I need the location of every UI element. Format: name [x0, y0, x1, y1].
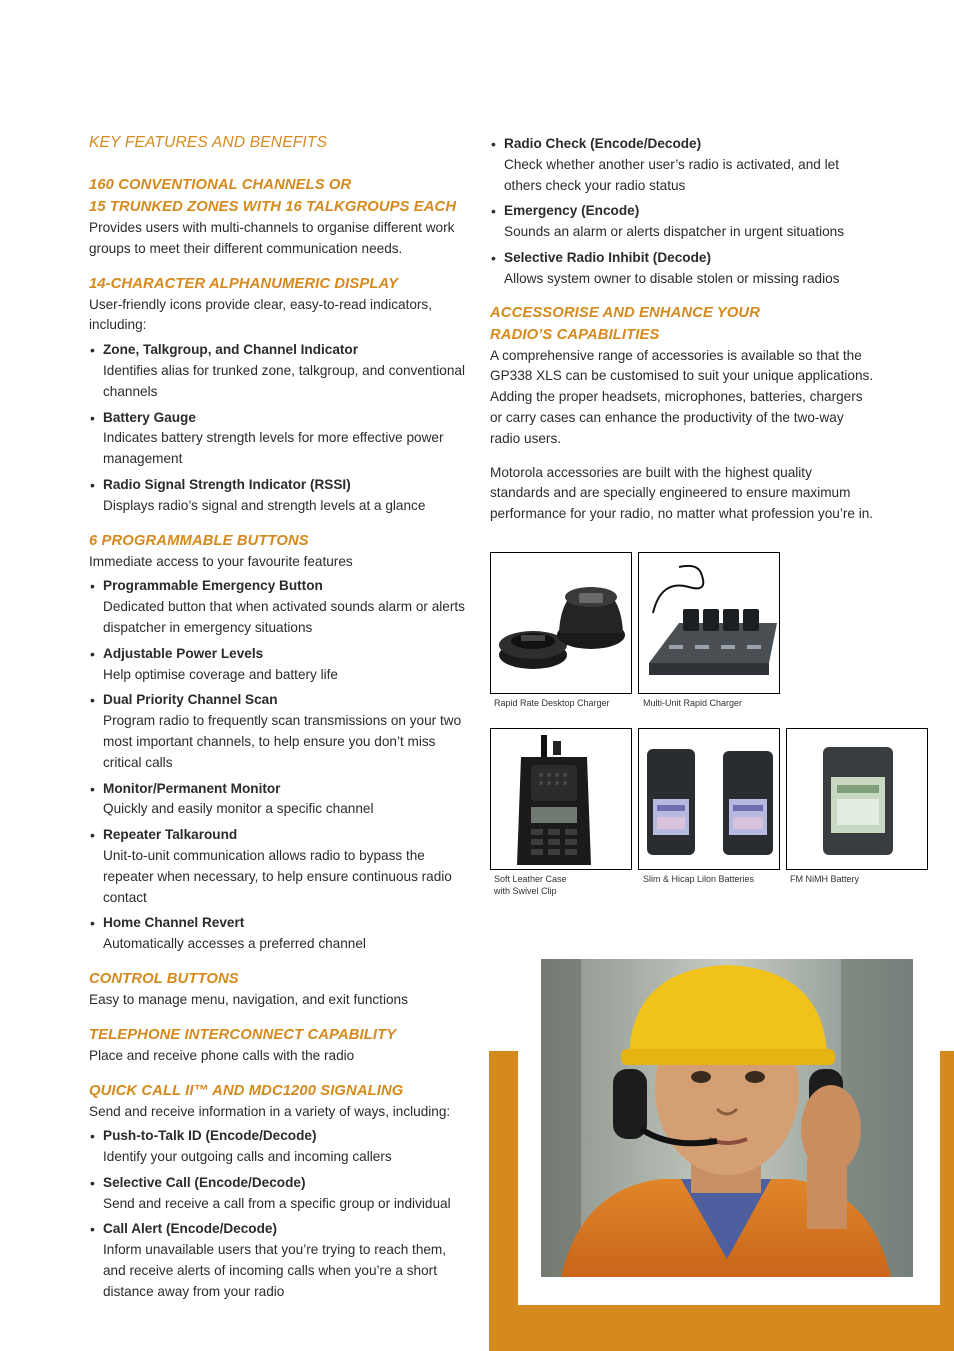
bullet-title: • Home Channel Revert	[103, 915, 245, 931]
list-item	[89, 1173, 469, 1215]
bullet-title: • Emergency (Encode)	[504, 203, 640, 219]
bullet-title: • Monitor/Permanent Monitor	[103, 780, 281, 796]
accessories-paragraph-1: A comprehensive range of accessories is available so that the GP338 XLS can be customised to suit your unique applications. Adding the proper headsets, microphones, batteries, chargers or carry cases can enhance the productivity of the two-way radio users.	[490, 347, 874, 446]
leather-case-illustration	[491, 729, 631, 869]
section-control-buttons	[89, 968, 469, 1011]
bullet-title: • Adjustable Power Levels	[103, 645, 264, 661]
section-heading: RADIO’S CAPABILITIES	[490, 326, 660, 343]
worker-photo	[541, 959, 913, 1277]
section-heading: 160 CONVENTIONAL CHANNELS OR	[89, 177, 352, 193]
multi-unit-charger-caption: Multi-Unit Rapid Charger	[643, 698, 743, 708]
bullet-desc: Program radio to frequently scan transmissions on your two most important channels, to help ensure you don’t miss critical calls	[103, 713, 462, 770]
bullet-list	[89, 576, 469, 955]
list-item	[89, 475, 469, 517]
lilon-batteries-caption: Slim & Hicap Lilon Batteries	[643, 874, 755, 884]
list-item	[89, 408, 469, 470]
bullet-title: • Repeater Talkaround	[103, 827, 238, 843]
bullet-title: • Call Alert (Encode/Decode)	[103, 1221, 277, 1237]
bullet-title: • Battery Gauge	[103, 409, 196, 425]
section-channels	[89, 174, 469, 260]
list-item	[490, 201, 875, 243]
multi-unit-charger-illustration	[639, 553, 779, 693]
list-item	[89, 779, 469, 821]
bullet-list	[89, 1126, 469, 1302]
nimh-battery-image	[786, 728, 928, 870]
nimh-battery-caption: FM NiMH Battery	[790, 874, 860, 884]
list-item	[89, 1126, 469, 1168]
worker-illustration	[541, 959, 913, 1277]
bullet-title: • Zone, Talkgroup, and Channel Indicator	[103, 342, 359, 358]
bullet-title: • Radio Check (Encode/Decode)	[504, 136, 702, 151]
right-column	[490, 134, 875, 538]
desktop-charger-illustration	[491, 553, 631, 693]
desktop-charger-image	[490, 552, 632, 694]
bullet-desc: Identifies alias for trunked zone, talkgroup, and conventional channels	[103, 362, 465, 399]
section-heading: TELEPHONE INTERCONNECT CAPABILITY	[89, 1026, 397, 1043]
accessories-paragraph-2: Motorola accessories are built with the highest quality standards and are specially engineered to ensure maximum performance for your radio, no matter what profession you’re in.	[490, 464, 874, 522]
leather-case-caption	[494, 874, 636, 897]
section-heading: 6 PROGRAMMABLE BUTTONS	[89, 532, 309, 549]
list-item	[89, 644, 469, 686]
section-desc: Provides users with multi-channels to organise different work groups to meet their different communication needs.	[89, 220, 455, 256]
list-item	[490, 134, 875, 196]
list-item	[89, 576, 469, 638]
bullet-desc: Inform unavailable users that you’re trying to reach them, and receive alerts of incoming calls when you’re a short distance away from your radio	[103, 1242, 447, 1299]
leather-case-caption-line: with Swivel Clip	[494, 885, 557, 896]
bullet-list	[490, 134, 875, 290]
bullet-desc: Quickly and easily monitor a specific channel	[103, 801, 374, 817]
bullet-desc: Dedicated button that when activated sounds alarm or alerts dispatcher in emergency situations	[103, 599, 465, 635]
bullet-desc: Unit-to-unit communication allows radio to bypass the repeater when necessary, to help ensure continuous radio contact	[103, 847, 452, 905]
key-features-kicker: KEY FEATURES AND BENEFITS	[89, 134, 328, 151]
bullet-desc: Send and receive a call from a specific group or individual	[103, 1195, 451, 1211]
bullet-desc: Identify your outgoing calls and incoming callers	[103, 1149, 392, 1165]
section-accessories	[490, 302, 875, 525]
leather-case-caption-line: Soft Leather Case	[494, 874, 567, 884]
bullet-desc: Automatically accesses a preferred channel	[103, 936, 366, 952]
multi-unit-charger-image	[638, 552, 780, 694]
section-desc: Easy to manage menu, navigation, and exit functions	[89, 991, 408, 1007]
list-item	[89, 913, 469, 955]
list-item	[89, 1219, 469, 1302]
lilon-batteries-image	[638, 728, 780, 870]
list-item	[89, 825, 469, 908]
bullet-title: • Selective Call (Encode/Decode)	[103, 1174, 306, 1190]
bullet-desc: Sounds an alarm or alerts dispatcher in urgent situations	[504, 224, 845, 240]
list-item	[89, 340, 469, 402]
section-heading: QUICK CALL II™ AND MDC1200 SIGNALING	[89, 1082, 404, 1099]
section-desc: Place and receive phone calls with the radio	[89, 1047, 355, 1063]
section-display	[89, 273, 469, 517]
bullet-desc: Help optimise coverage and battery life	[103, 666, 338, 682]
lilon-batteries-illustration	[639, 729, 779, 869]
section-programmable-buttons	[89, 530, 469, 955]
bullet-title: • Push-to-Talk ID (Encode/Decode)	[103, 1128, 317, 1144]
section-signaling	[89, 1080, 469, 1303]
list-item	[490, 248, 875, 290]
section-telephone	[89, 1024, 469, 1067]
section-desc: User-friendly icons provide clear, easy-to-read indicators, including:	[89, 296, 433, 333]
bullet-title: • Dual Priority Channel Scan	[103, 692, 278, 708]
section-heading: ACCESSORISE AND ENHANCE YOUR	[490, 304, 761, 321]
section-desc: Send and receive information in a variety of ways, including:	[89, 1103, 451, 1119]
leather-case-image	[490, 728, 632, 870]
bullet-title: • Selective Radio Inhibit (Decode)	[504, 249, 711, 265]
bullet-desc: Allows system owner to disable stolen or missing radios	[504, 270, 840, 286]
section-heading: CONTROL BUTTONS	[89, 970, 239, 987]
section-heading: 15 TRUNKED ZONES WITH 16 TALKGROUPS EACH	[89, 199, 457, 215]
bullet-list	[89, 340, 469, 516]
section-heading: 14-CHARACTER ALPHANUMERIC DISPLAY	[89, 275, 399, 292]
bullet-title: • Radio Signal Strength Indicator (RSSI)	[103, 476, 351, 492]
desktop-charger-caption: Rapid Rate Desktop Charger	[494, 698, 610, 708]
bullet-desc: Indicates battery strength levels for more effective power management	[103, 430, 444, 467]
nimh-battery-illustration	[787, 729, 927, 869]
bullet-desc: Displays radio’s signal and strength levels at a glance	[103, 497, 426, 513]
section-desc: Immediate access to your favourite features	[89, 553, 353, 569]
left-column	[89, 134, 469, 1316]
bullet-desc: Check whether another user’s radio is activated, and let others check your radio status	[504, 156, 839, 193]
list-item	[89, 690, 469, 773]
bullet-title: • Programmable Emergency Button	[103, 578, 323, 594]
